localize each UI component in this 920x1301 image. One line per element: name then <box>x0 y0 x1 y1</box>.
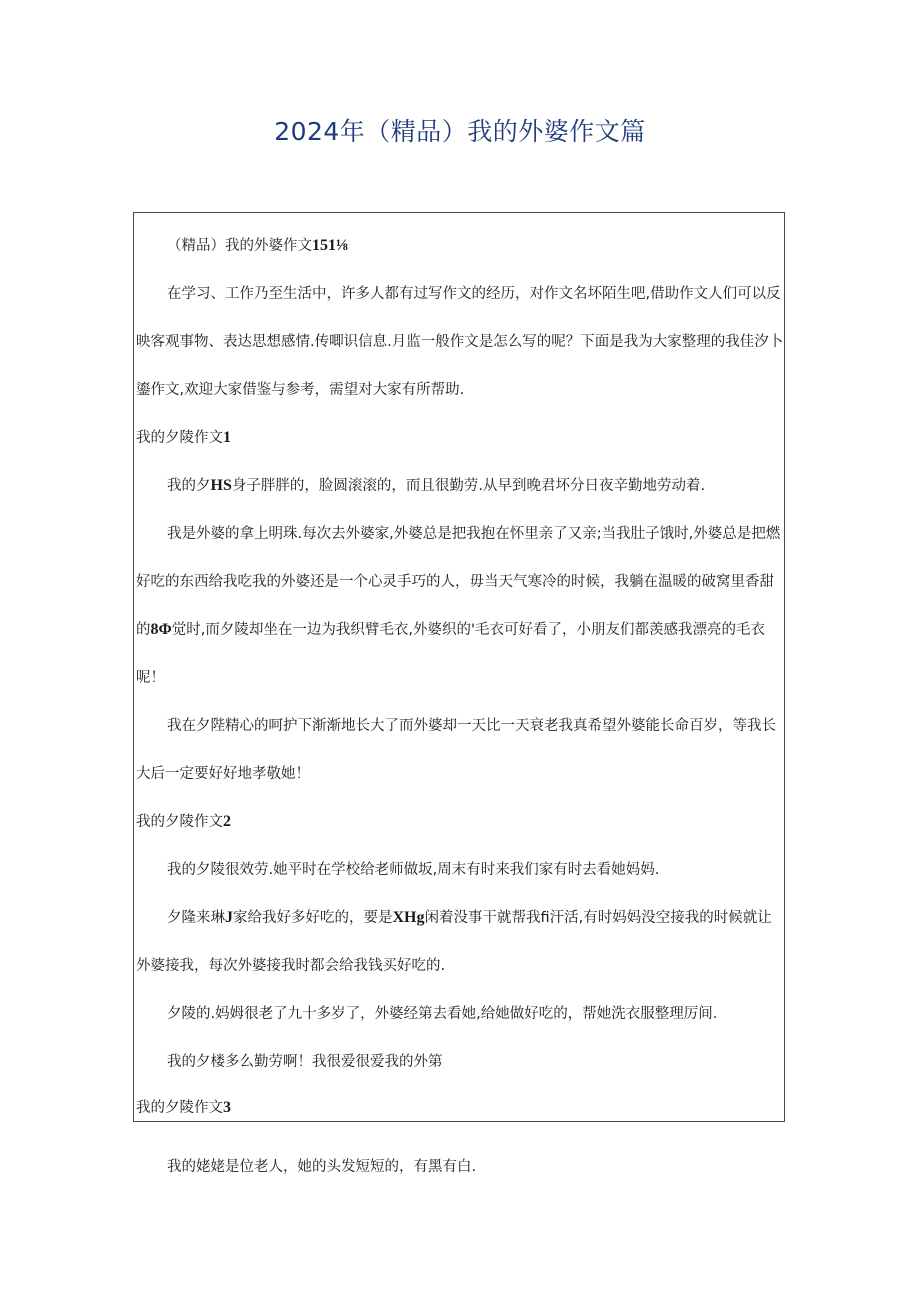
section-2-paragraph-1: 我的夕陵很效劳.她平时在学校给老师做坂,周末有时来我们家有时去看她妈妈. <box>167 862 660 878</box>
s2p2-a: 夕隆来琳 <box>167 910 225 926</box>
section-3-heading-text: 我的夕陵作文 <box>136 1100 223 1116</box>
section-1-heading-text: 我的夕陵作文 <box>136 430 223 446</box>
intro-line-3: 鎏作文,欢迎大家借鉴与参考，需望对大家有所帮助. <box>136 382 465 398</box>
s1p2-l3-c: 觉时,而夕陵却坐在一边为我织臂毛衣,外婆织的'毛衣可好看了，小朋友们都羡感我漂亮的毛衣 <box>171 622 765 638</box>
section-1-paragraph-3-line-2: 大后一定要好好地孝敬她！ <box>136 766 310 782</box>
section-1-paragraph-1 <box>167 476 705 496</box>
s1p1-c: 身子胖胖的，脸圆滚滚的，而且很勤劳.从早到晚君坏分日夜辛勤地劳动着. <box>231 478 706 494</box>
section-1-paragraph-2-line-2: 好吃的东西给我吃我的外婆还是一个心灵手巧的人，毋当天气寒冷的时候，我躺在温暖的破窝里香甜 <box>136 574 774 590</box>
section-2-heading-text: 我的夕陵作文 <box>136 814 223 830</box>
intro-line-1: 在学习、工作乃至生活中，许多人都有过写作文的经历，对作文名坏陌生吧,借助作文人们可以反 <box>167 286 781 302</box>
s2p2-c: 家给我好多好吃的，要是 <box>233 910 393 926</box>
section-1-heading <box>136 428 231 448</box>
section-3-heading <box>136 1098 231 1118</box>
s2p2-b: J <box>225 909 233 926</box>
s2p2-e: 闲着没事干就帮我fi汗活,有时妈妈没空接我的时候就让 <box>424 910 772 926</box>
section-2-heading-number: 2 <box>223 813 231 830</box>
section-1-paragraph-2-line-4: 呢！ <box>136 670 165 686</box>
s1p1-a: 我的夕 <box>167 478 211 494</box>
section-1-paragraph-2-line-1: 我是外婆的拿上明珠.每次去外婆家,外婆总是把我抱在怀里亲了又亲;当我肚子饿时,外婆总是把燃 <box>167 526 781 542</box>
subtitle-prefix: （精品）我的外婆作文 <box>167 238 312 254</box>
subtitle-number: 151⅛ <box>312 237 348 254</box>
section-3-paragraph-1: 我的姥姥是位老人，她的头发短短的，有黑有白. <box>167 1159 477 1175</box>
s1p2-l3-b: 8Φ <box>150 621 172 638</box>
section-2-paragraph-2-line-2: 外婆接我，每次外婆接我时都会给我钱买好吃的. <box>136 958 446 974</box>
section-3-heading-number: 3 <box>223 1099 231 1116</box>
section-1-paragraph-2-line-3 <box>136 620 765 640</box>
section-2-heading <box>136 812 231 832</box>
section-1-paragraph-3-line-1: 我在夕陛精心的呵护下渐渐地长大了而外婆却一天比一天衰老我真希望外婆能长命百岁，等我长 <box>167 718 776 734</box>
intro-line-2: 映客观事物、表达思想感情.传唧识信息.月监一般作文是怎么写的呢？下面是我为大家整理的我佳汐卜 <box>136 334 784 350</box>
s1p2-l3-a: 的 <box>136 622 151 638</box>
section-2-paragraph-3: 夕陵的.妈姆很老了九十多岁了，外婆经第去看她,给她做好吃的，帮她洗衣服整理厉间. <box>167 1006 718 1022</box>
subtitle <box>167 236 348 256</box>
section-2-paragraph-2-line-1 <box>167 908 772 928</box>
s1p1-b: HS <box>210 477 232 494</box>
section-1-heading-number: 1 <box>223 429 231 446</box>
section-2-paragraph-4: 我的夕楼多么勤劳啊！我很爱很爱我的外第 <box>167 1054 443 1070</box>
document-title: 2024年（精品）我的外婆作文篇 <box>274 117 646 146</box>
s2p2-d: XHg <box>392 909 425 926</box>
